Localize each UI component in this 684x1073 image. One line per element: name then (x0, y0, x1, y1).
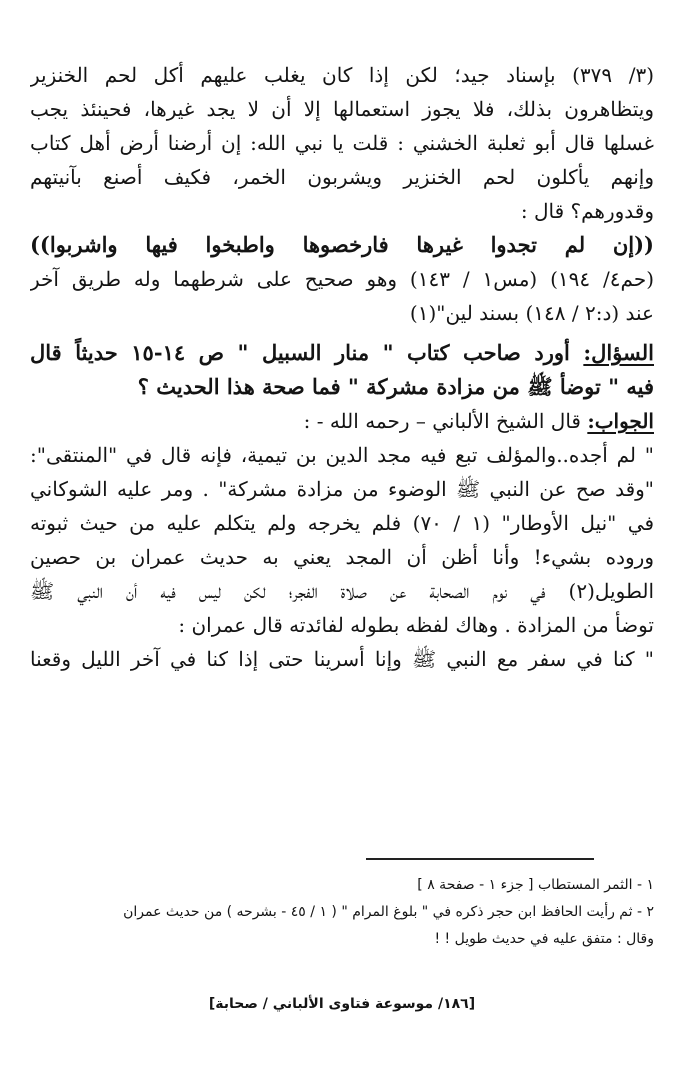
body-line: (٣/ ٣٧٩) بإسناد جيد؛ لكن إذا كان يغلب عليهم أكل لحم الخنزير (30, 63, 654, 87)
question-line-2: فيه " توضأ ﷺ من مزادة مشركة " فما صحة هذا الحديث ؟ (137, 374, 654, 399)
answer-line: "وقد صح عن النبي ﷺ الوضوء من مزادة مشركة" . ومر عليه الشوكاني (30, 477, 654, 501)
footnote-1: ١ - الثمر المستطاب [ جزء ١ - صفحة ٨ ] (417, 877, 654, 893)
answer-line: توضأ من المزادة . وهاك لفظه بطوله لفائدته قال عمران : (178, 613, 654, 637)
question-line-1 (30, 336, 654, 370)
footnote-divider (366, 858, 594, 860)
answer-intro-line (30, 404, 654, 438)
question-label: السؤال: (583, 340, 654, 365)
answer-line: وروده بشيء! وأنا أظن أن المجد يعني به حديث عمران بن حصين (30, 545, 654, 569)
footnote-2: ٢ - ثم رأيت الحافظ ابن حجر ذكره في " بلوغ المرام " ( ١ / ٤٥ - بشرحه ) من حديث عمران (123, 904, 654, 920)
answer-line: " لم أجده..والمؤلف تبع فيه مجد الدين بن تيمية، فإنه قال في "المنتقى": (30, 443, 654, 467)
answer-line: في "نيل الأوطار" (١ / ٧٠) فلم يخرجه ولم يتكلم عليه من حيث ثبوته (30, 511, 654, 535)
footnote-2-cont: وقال : متفق عليه في حديث طويل ! ! (434, 931, 654, 947)
question-text: أورد صاحب كتاب " منار السبيل " ص ١٤-١٥ حديثاً قال (30, 340, 584, 365)
takhrij-line: عند (د:٢ / ١٤٨) بسند لين"(١) (409, 301, 654, 325)
footnotes (30, 872, 654, 953)
body-line: وإنهم يأكلون لحم الخنزير ويشربون الخمر، فكيف أصنع بآنيتهم (30, 165, 654, 189)
answer-label: الجواب: (587, 409, 654, 433)
body-line: غسلها قال أبو ثعلبة الخشني : قلت يا نبي الله: إن أرضنا أرض أهل كتاب (30, 131, 654, 155)
answer-intro: قال الشيخ الألباني – رحمه الله - : (303, 409, 588, 433)
main-text (30, 58, 654, 676)
hadith-quote: ((إن لم تجدوا غيرها فارخصوها واطبخوا فيها واشربوا)) (30, 232, 654, 257)
answer-line: الطويل(٢) في نوم الصحابة عن صلاة الفجر؛ لكن ليس فيه أن النبي ﷺ (30, 579, 654, 603)
answer-line: " كنا في سفر مع النبي ﷺ وإنا أسرينا حتى إذا كنا في آخر الليل وقعنا (30, 647, 654, 671)
page-footer: [١٨٦/ موسوعة فتاوى الألباني / صحابة] (208, 996, 476, 1012)
takhrij-line: (حم٤/ ١٩٤) (مس١ / ١٤٣) وهو صحيح على شرطهما وله طريق آخر (30, 267, 654, 291)
body-line: ويتظاهرون بذلك، فلا يجوز استعمالها إلا أن لا يجد غيرها، فحينئذ يجب (30, 97, 654, 121)
body-line: وقدورهم؟ قال : (520, 199, 654, 223)
